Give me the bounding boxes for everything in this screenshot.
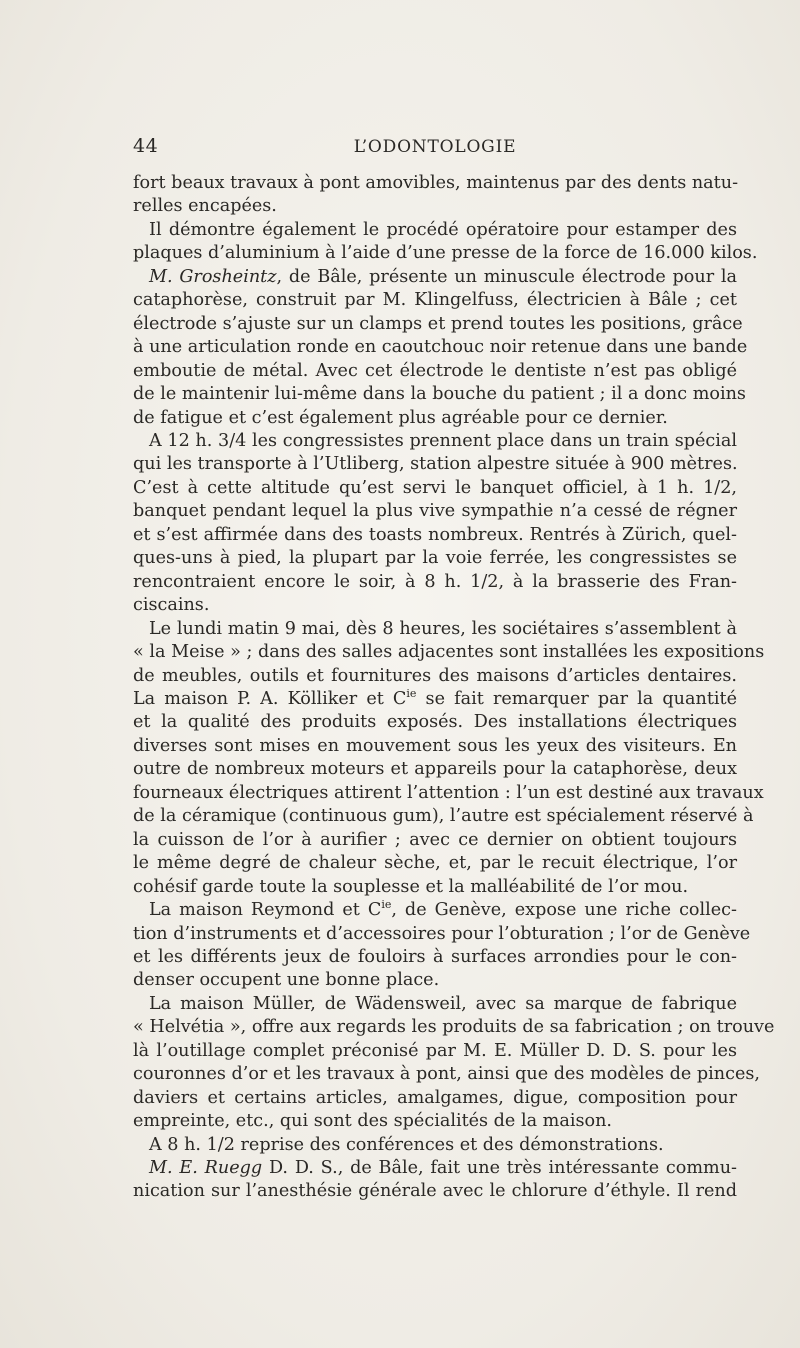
text-line: « Helvétia », offre aux regards les produits de sa fabrication ; on trouve	[133, 1017, 775, 1038]
text-line: couronnes d’or et les travaux à pont, ainsi que des modèles de pinces,	[133, 1064, 761, 1085]
text-line: outre de nombreux moteurs et appareils pour la cataphorèse, deux	[133, 759, 737, 780]
text-fragment: La maison P. A. Kölliker et C	[133, 688, 407, 709]
text-line: de la céramique (continuous gum), l’autre est spécialement réservé à	[133, 806, 754, 827]
text-line: Le lundi matin 9 mai, dès 8 heures, les sociétaires s’assemblent à	[149, 618, 737, 639]
text-line	[133, 899, 737, 922]
text-line: le même degré de chaleur sèche, et, par le recuit électrique, l’or	[133, 853, 737, 874]
text-line	[133, 266, 737, 289]
text-line: fort beaux travaux à pont amovibles, maintenus par des dents natu-	[133, 173, 739, 193]
text-line: banquet pendant lequel la plus vive sympathie n’a cessé de régner	[133, 501, 737, 522]
text-line: nication sur l’anesthésie générale avec le chlorure d’éthyle. Il rend	[133, 1181, 737, 1202]
page-header	[133, 133, 737, 161]
text-line: A 8 h. 1/2 reprise des conférences et des démonstrations.	[149, 1134, 664, 1155]
text-line: de le maintenir lui-même dans la bouche du patient ; il a donc moins	[133, 384, 746, 405]
text-fragment: D. D. S., de Bâle, fait une très intéressante commu-	[262, 1158, 737, 1179]
text-line: denser occupent une bonne place.	[133, 970, 440, 991]
text-line: La maison Müller, de Wädensweil, avec sa marque de fabrique	[149, 993, 737, 1014]
text-line: ciscains.	[133, 595, 210, 616]
text-line: emboutie de métal. Avec cet électrode le dentiste n’est pas obligé	[133, 360, 737, 381]
text-fragment: , de Bâle, présente un minuscule électrode pour la	[276, 266, 738, 287]
text-line: et les différents jeux de fouloirs à surfaces arrondies pour le con-	[133, 946, 737, 967]
author-name: M. Grosheintz	[149, 266, 277, 287]
superscript: ie	[406, 687, 417, 701]
text-line: cohésif garde toute la souplesse et la malléabilité de l’or mou.	[133, 876, 689, 897]
text-line: à une articulation ronde en caoutchouc noir retenue dans une bande	[133, 337, 748, 358]
text-line: et s’est affirmée dans des toasts nombreux. Rentrés à Zürich, quel-	[133, 524, 737, 545]
text-line: relles encapées.	[133, 196, 277, 217]
text-line: Il démontre également le procédé opératoire pour estamper des	[149, 219, 737, 240]
body-text	[133, 172, 775, 1204]
text-line: diverses sont mises en mouvement sous les yeux des visiteurs. En	[133, 735, 737, 756]
text-line	[133, 688, 737, 711]
text-line: daviers et certains articles, amalgames, digue, composition pour	[133, 1087, 737, 1108]
text-line: la cuisson de l’or à aurifier ; avec ce dernier on obtient toujours	[133, 829, 737, 850]
author-name: M. E. Ruegg	[149, 1158, 263, 1179]
superscript: ie	[381, 898, 392, 912]
text-line: C’est à cette altitude qu’est servi le banquet officiel, à 1 h. 1/2,	[133, 477, 737, 498]
running-title: L’ODONTOLOGIE	[353, 137, 517, 157]
text-line: qui les transporte à l’Utliberg, station alpestre située à 900 mètres.	[133, 454, 738, 475]
text-line: là l’outillage complet préconisé par M. E. Müller D. D. S. pour les	[133, 1040, 737, 1061]
text-line: électrode s’ajuste sur un clamps et prend toutes les positions, grâce	[133, 313, 743, 334]
text-line: cataphorèse, construit par M. Klingelfuss, électricien à Bâle ; cet	[133, 290, 737, 311]
text-fragment: se fait remarquer par la quantité	[416, 688, 738, 709]
text-line: rencontraient encore le soir, à 8 h. 1/2, à la brasserie des Fran-	[133, 571, 737, 592]
text-line: fourneaux électriques attirent l’attention : l’un est destiné aux travaux	[133, 782, 764, 803]
text-line: de meubles, outils et fournitures des maisons d’articles dentaires.	[133, 665, 737, 686]
text-line: empreinte, etc., qui sont des spécialités de la maison.	[133, 1111, 612, 1132]
text-fragment: , de Genève, expose une riche collec-	[391, 900, 737, 921]
text-line: de fatigue et c’est également plus agréable pour ce dernier.	[133, 407, 668, 428]
text-line: « la Meise » ; dans des salles adjacentes sont installées les expositions	[133, 642, 765, 663]
text-line: A 12 h. 3/4 les congressistes prennent place dans un train spécial	[149, 430, 737, 451]
text-line: tion d’instruments et d’accessoires pour l’obturation ; l’or de Genève	[133, 923, 751, 944]
text-line: ques-uns à pied, la plupart par la voie ferrée, les congressistes se	[133, 548, 737, 569]
text-fragment: La maison Reymond et C	[149, 900, 382, 921]
page-number: 44	[133, 135, 159, 157]
text-line: et la qualité des produits exposés. Des installations électriques	[133, 712, 737, 733]
text-line: plaques d’aluminium à l’aide d’une presse de la force de 16.000 kilos.	[133, 243, 758, 264]
text-line	[133, 1157, 737, 1180]
